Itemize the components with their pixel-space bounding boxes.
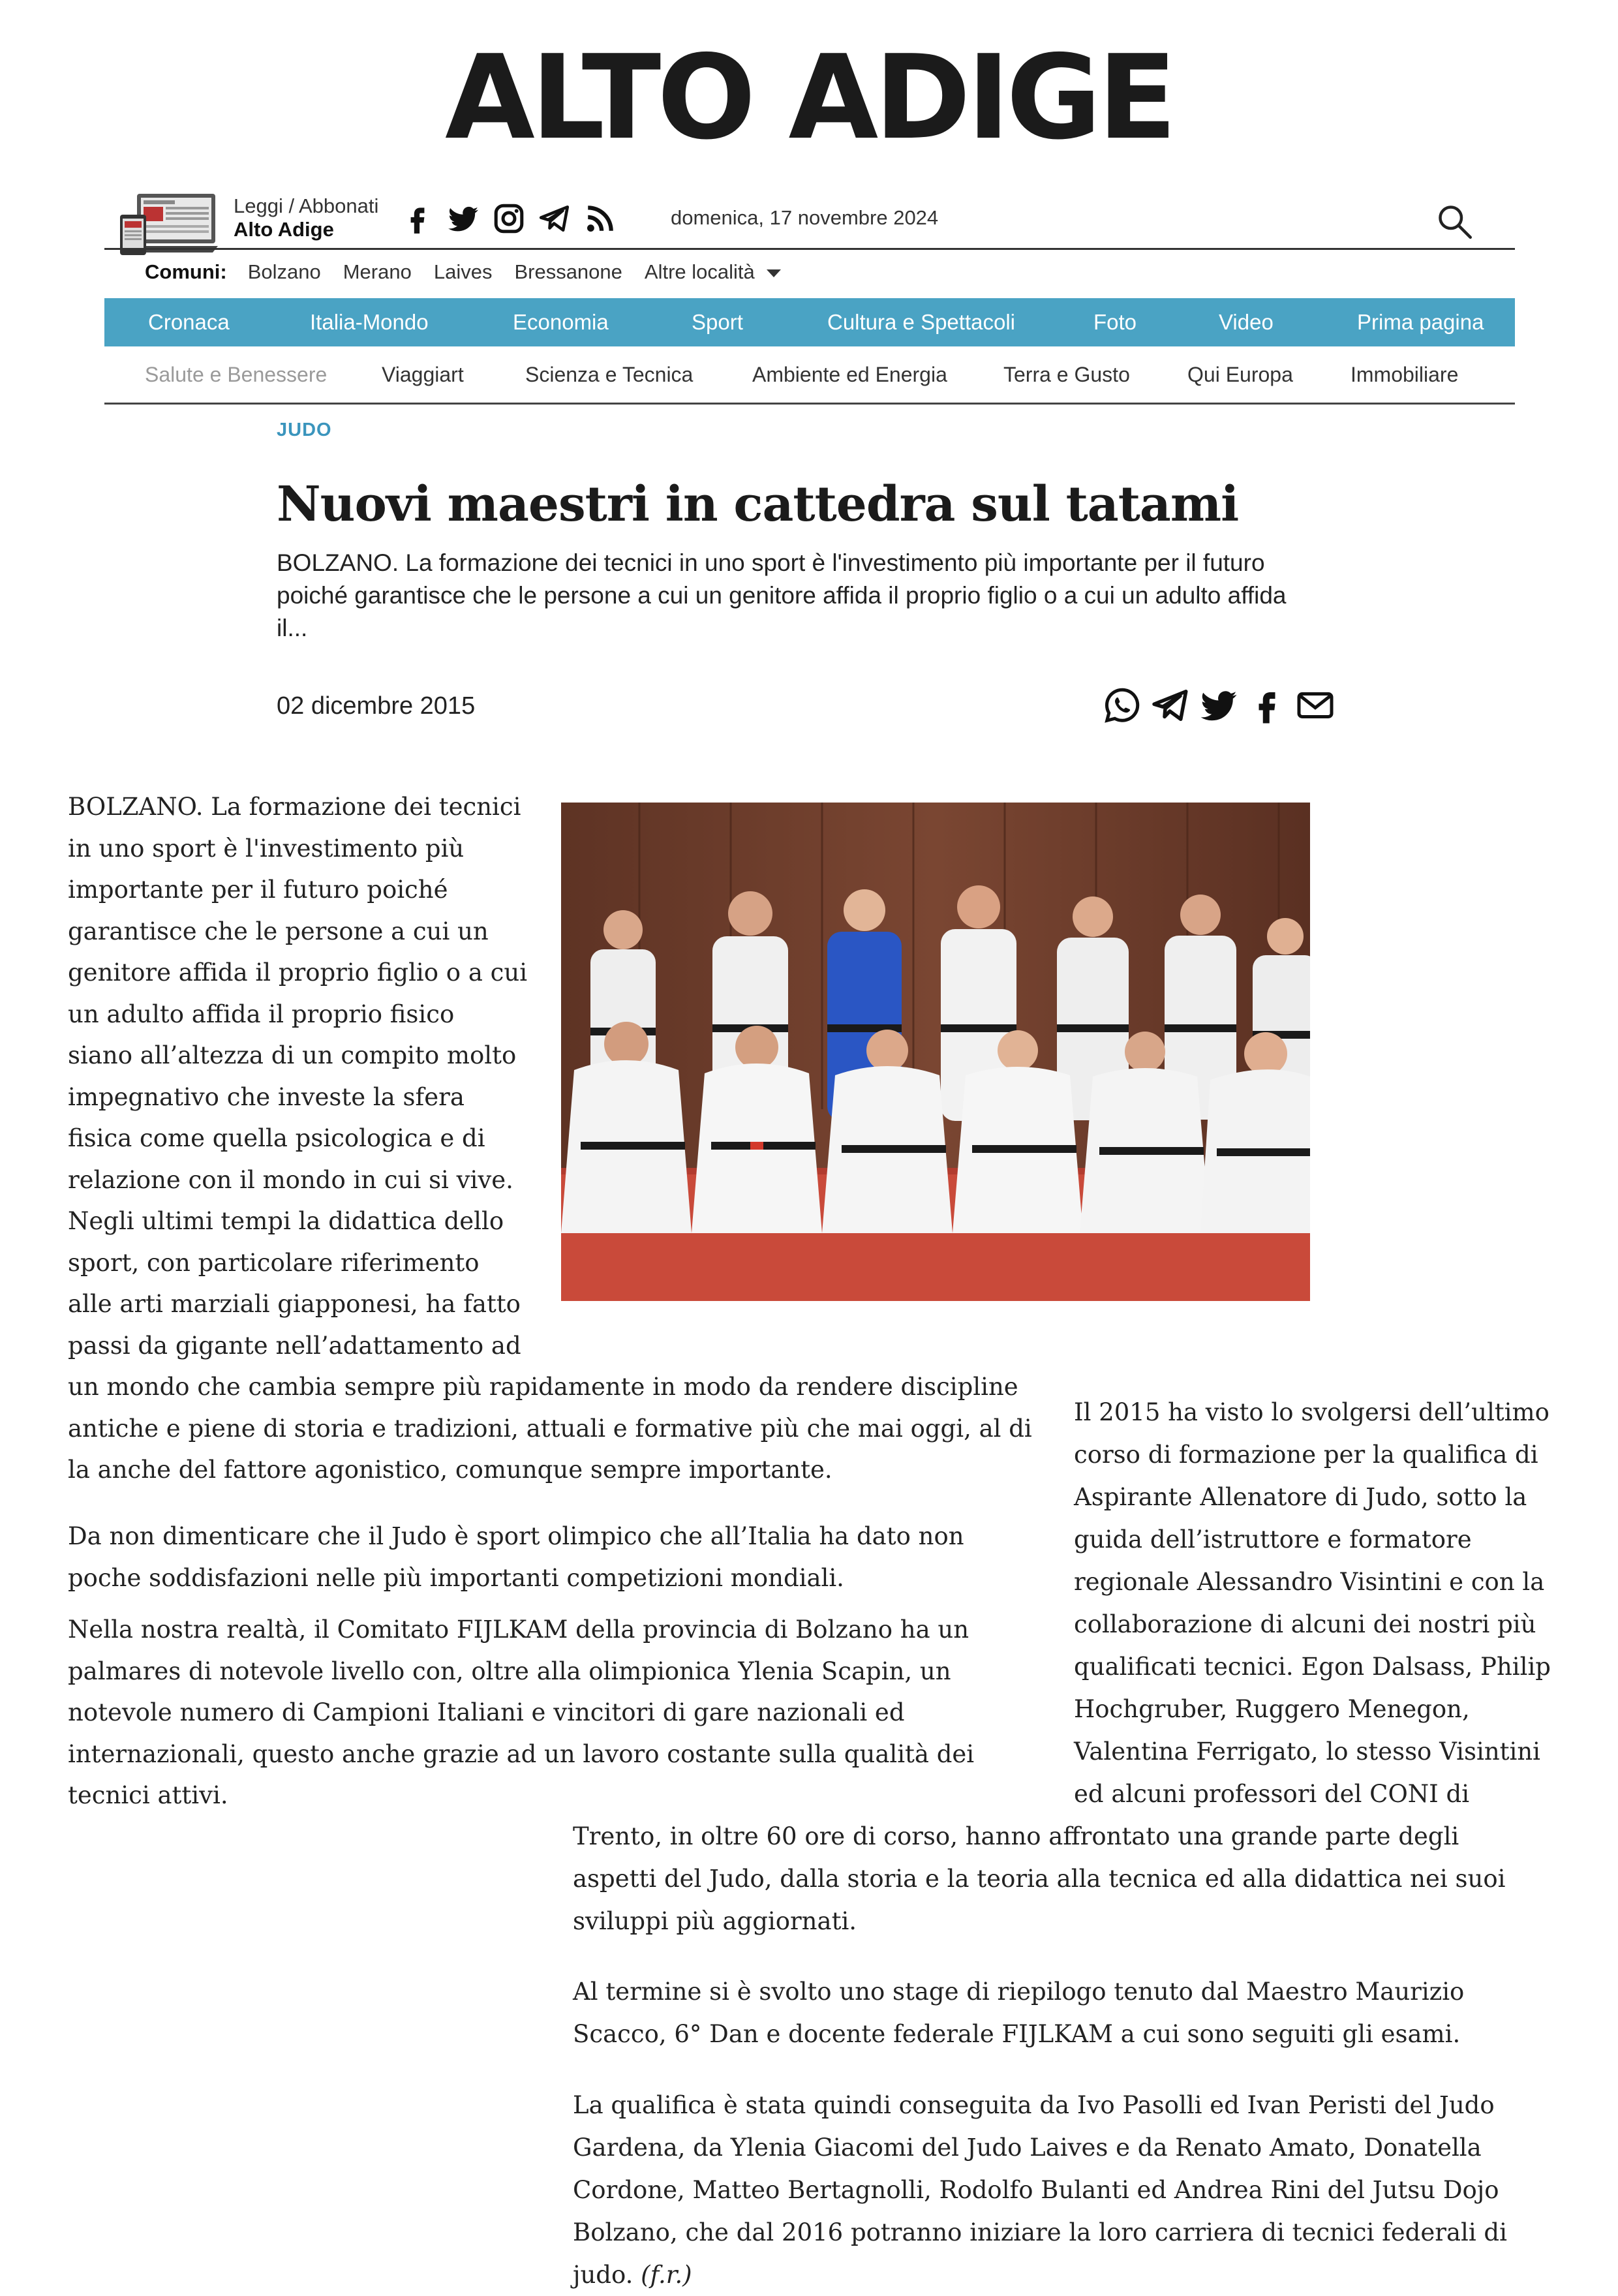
telegram-share-icon[interactable]: [1151, 686, 1190, 725]
subnav-scienza-tecnica[interactable]: Scienza e Tecnica: [525, 363, 694, 386]
social-links: [401, 199, 617, 238]
text-line: Scacco, 6° Dan e docente federale FIJLKAM a cui sono seguiti gli esami.: [573, 2020, 1461, 2048]
share-bar: [1103, 682, 1335, 728]
article-date: 02 dicembre 2015: [277, 692, 476, 720]
subnav-viaggiart[interactable]: Viaggiart: [382, 363, 464, 386]
text-fragment: judo.: [573, 2261, 633, 2289]
text-line: Il 2015 ha visto lo svolgersi dell’ultimo: [1074, 1398, 1549, 1426]
chevron-down-icon: [767, 269, 781, 277]
comune-bolzano[interactable]: Bolzano: [247, 260, 321, 283]
text-line: qualificati tecnici. Egon Dalsass, Philip: [1074, 1653, 1551, 1681]
text-line: guida dell’istruttore e formatore: [1074, 1525, 1472, 1554]
text-line: in uno sport è l'investimento più: [68, 834, 465, 863]
altre-localita-dropdown[interactable]: [645, 260, 781, 284]
facebook-icon[interactable]: [401, 202, 434, 235]
text-line: collaborazione di alcuni dei nostri più: [1074, 1610, 1536, 1638]
text-line: impegnativo che investe la sfera: [68, 1082, 465, 1111]
text-line: Aspirante Allenatore di Judo, sotto la: [1074, 1483, 1527, 1511]
text-line: Nella nostra realtà, il Comitato FIJLKAM della provincia di Bolzano ha un: [68, 1615, 969, 1644]
nav-italia-mondo[interactable]: Italia-Mondo: [310, 310, 429, 334]
telegram-icon[interactable]: [538, 202, 571, 235]
article-photo[interactable]: [561, 803, 1310, 1301]
text-line: relazione con il mondo in cui si vive.: [68, 1165, 513, 1194]
text-line: regionale Alessandro Visintini e con la: [1074, 1568, 1545, 1596]
email-share-icon[interactable]: [1296, 686, 1335, 725]
nav-divider: [104, 403, 1515, 405]
text-line: poche soddisfazioni nelle più importanti competizioni mondiali.: [68, 1563, 844, 1592]
text-line: ed alcuni professori del CONI di: [1074, 1780, 1470, 1808]
subscribe-link[interactable]: Leggi / Abbonati: [234, 194, 379, 217]
subnav-immobiliare[interactable]: Immobiliare: [1351, 363, 1459, 386]
nav-video[interactable]: Video: [1219, 310, 1274, 334]
text-line: La qualifica è stata quindi conseguita da Ivo Pasolli ed Ivan Peristi del Judo: [573, 2091, 1495, 2119]
text-line: Gardena, da Ylenia Giacomi del Judo Laives e da Renato Amato, Donatella: [573, 2134, 1482, 2162]
text-line: tecnici attivi.: [68, 1781, 228, 1809]
header-divider: [104, 248, 1515, 250]
comune-merano[interactable]: Merano: [343, 260, 412, 283]
text-line: palmares di notevole livello con, oltre alla olimpionica Ylenia Scapin, un: [68, 1657, 951, 1685]
subnav-terra-gusto[interactable]: Terra e Gusto: [1003, 363, 1130, 386]
text-line: fisica come quella psicologica e di: [68, 1124, 485, 1152]
text-line: Al termine si è svolto uno stage di riepilogo tenuto dal Maestro Maurizio: [573, 1978, 1465, 2006]
instagram-icon[interactable]: [493, 202, 525, 235]
facebook-share-icon[interactable]: [1247, 686, 1287, 725]
current-date: domenica, 17 novembre 2024: [671, 206, 939, 229]
altre-localita-label: Altre località: [644, 260, 755, 283]
text-line: Da non dimenticare che il Judo è sport olimpico che all’Italia ha dato non: [68, 1522, 964, 1550]
text-line: sport, con particolare riferimento: [68, 1248, 480, 1277]
text-line: Cordone, Matteo Bertagnolli, Rodolfo Bulanti ed Andrea Rini del Jutsu Dojo: [573, 2176, 1499, 2204]
nav-cronaca[interactable]: Cronaca: [148, 310, 230, 334]
text-line: aspetti del Judo, dalla storia e la teoria alla tecnica ed alla didattica nei suoi: [573, 1865, 1506, 1893]
comuni-bar: [145, 259, 781, 285]
nav-sport[interactable]: Sport: [692, 310, 743, 334]
rss-icon[interactable]: [584, 202, 617, 235]
text-line: corso di formazione per la qualifica di: [1074, 1441, 1538, 1469]
comuni-label: Comuni:: [145, 260, 227, 283]
article-headline: Nuovi maestri in cattedra sul tatami: [277, 476, 1239, 532]
text-line: la anche del fattore agonistico, comunque sempre importante.: [68, 1456, 832, 1484]
text-line: Negli ultimi tempi la didattica dello: [68, 1207, 504, 1235]
twitter-icon[interactable]: [447, 202, 480, 235]
text-line: passi da gigante nell’adattamento ad: [68, 1331, 521, 1360]
text-line: BOLZANO. La formazione dei tecnici: [68, 793, 521, 821]
text-line: Bolzano, che dal 2016 potranno iniziare la loro carriera di tecnici federali di: [573, 2218, 1507, 2246]
subnav-salute-benessere[interactable]: Salute e Benessere: [145, 363, 328, 386]
text-line: genitore affida il proprio figlio o a cui: [68, 958, 528, 987]
text-line: alle arti marziali giapponesi, ha fatto: [68, 1290, 521, 1318]
main-navigation: [104, 298, 1515, 346]
text-line: notevole numero di Campioni Italiani e vincitori di gare nazionali ed: [68, 1698, 905, 1726]
text-line: garantisce che le persone a cui un: [68, 917, 489, 945]
text-line: Hochgruber, Ruggero Menegon,: [1074, 1695, 1470, 1723]
whatsapp-icon[interactable]: [1103, 686, 1142, 725]
text-line: sviluppi più aggiornati.: [573, 1907, 857, 1935]
nav-prima-pagina[interactable]: Prima pagina: [1357, 310, 1484, 334]
article-category[interactable]: JUDO: [277, 420, 332, 440]
text-line: importante per il futuro poiché: [68, 876, 448, 904]
masthead-logo[interactable]: ALTO ADIGE: [445, 30, 1173, 165]
text-line: [573, 2254, 692, 2296]
text-line: siano all’altezza di un compito molto: [68, 1041, 517, 1069]
text-line: Trento, in oltre 60 ore di corso, hanno affrontato una grande parte degli: [573, 1822, 1459, 1850]
text-line: un mondo che cambia sempre più rapidamente in modo da rendere discipline: [68, 1373, 1018, 1401]
text-line: un adulto affida il proprio fisico: [68, 1000, 455, 1028]
article-standfirst: BOLZANO. La formazione dei tecnici in uno sport è l'investimento più importante per il futuro poiché garantisce che le persone a cui un genitore affida il proprio figlio o a cui un adulto affida il...: [277, 549, 1287, 641]
nav-foto[interactable]: Foto: [1093, 310, 1137, 334]
text-line: internazionali, questo anche grazie ad un lavoro costante sulla qualità dei: [68, 1739, 975, 1768]
nav-cultura-spettacoli[interactable]: Cultura e Spettacoli: [827, 310, 1015, 334]
search-icon[interactable]: [1435, 202, 1474, 241]
text-line: Valentina Ferrigato, lo stesso Visintini: [1074, 1737, 1541, 1766]
author-signature: (f.r.): [641, 2261, 692, 2289]
subnav-qui-europa[interactable]: Qui Europa: [1187, 363, 1293, 386]
nav-economia[interactable]: Economia: [513, 310, 609, 334]
subscribe-brand[interactable]: Alto Adige: [234, 218, 334, 241]
twitter-share-icon[interactable]: [1199, 686, 1238, 725]
text-line: antiche e piene di storia e tradizioni, attuali e formative più che mai oggi, al di: [68, 1414, 1032, 1443]
comune-bressanone[interactable]: Bressanone: [514, 260, 622, 283]
subnav-ambiente-energia[interactable]: Ambiente ed Energia: [752, 363, 947, 386]
comune-laives[interactable]: Laives: [433, 260, 493, 283]
